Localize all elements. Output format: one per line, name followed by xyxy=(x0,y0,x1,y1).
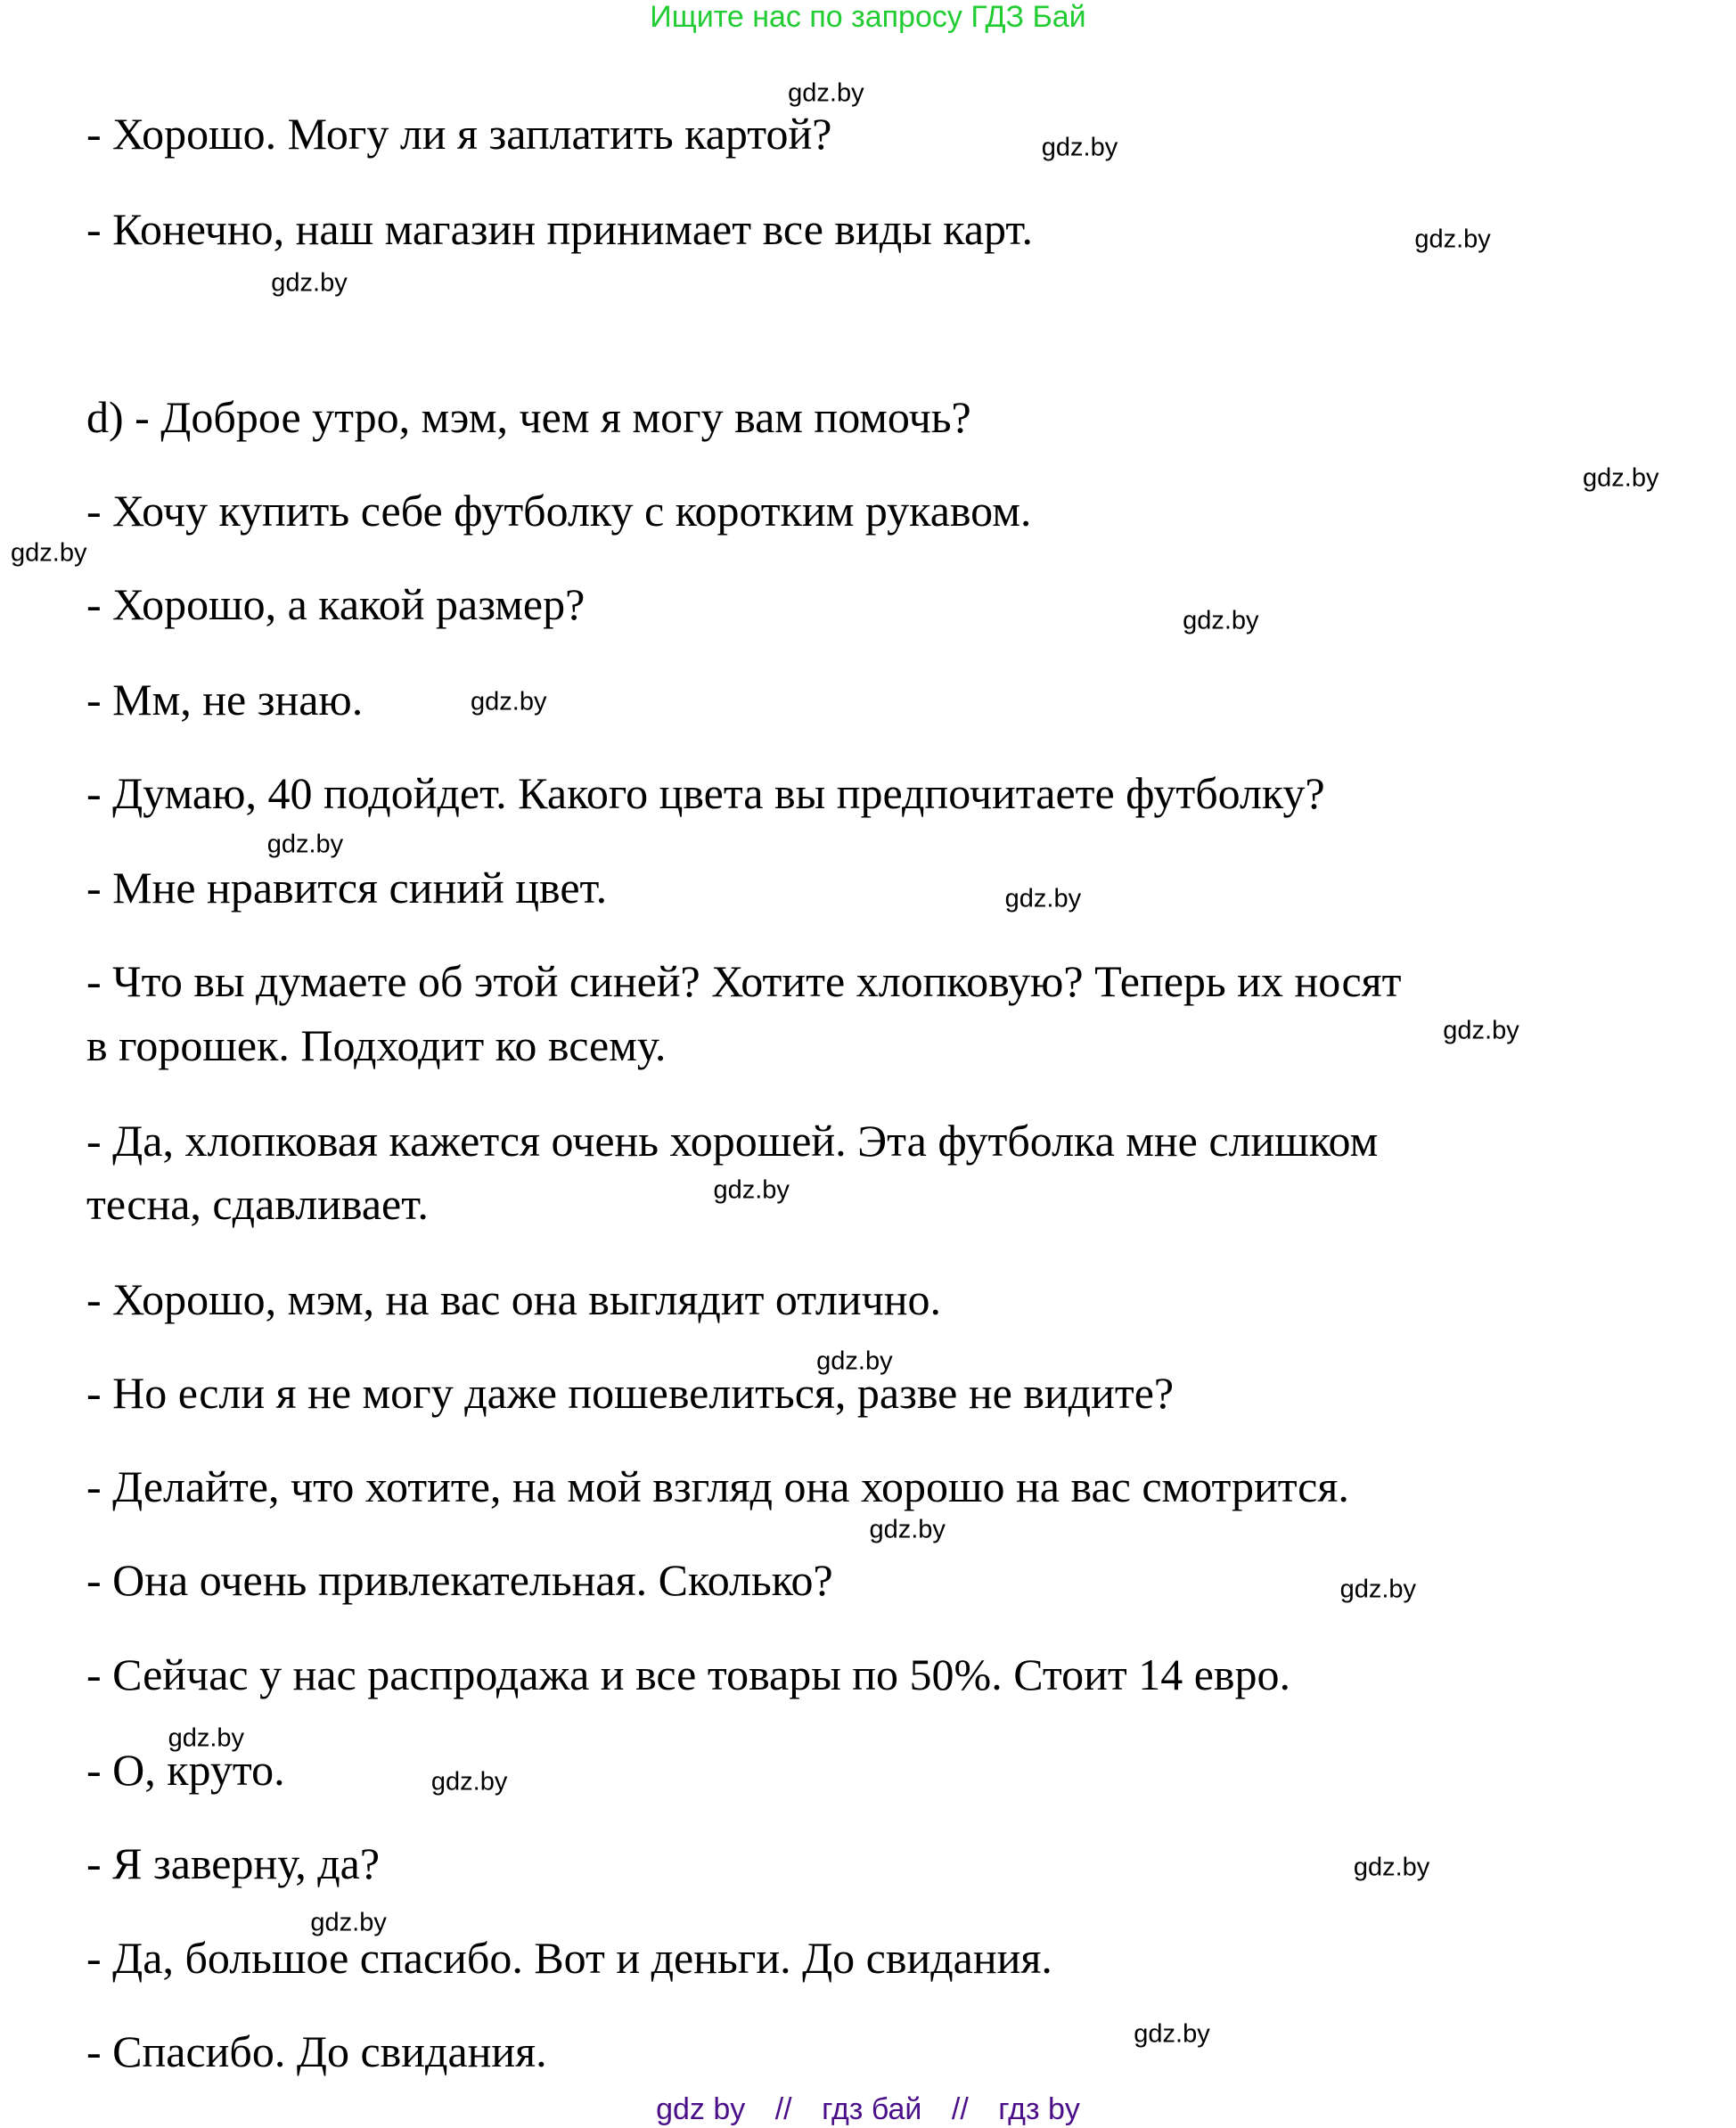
dialogue-line: - Хочу купить себе футболку с коротким рукавом. xyxy=(86,486,1032,536)
watermark: gdz.by xyxy=(266,830,344,859)
footer-link-gdz-bay[interactable]: гдз бай xyxy=(822,2092,922,2126)
watermark: gdz.by xyxy=(816,1346,893,1376)
watermark: gdz.by xyxy=(788,78,864,108)
dialogue-line: - Хорошо. Могу ли я заплатить картой? xyxy=(86,109,832,160)
dialogue-line: - Спасибо. До свидания. xyxy=(86,2026,547,2077)
dialogue-line: - Делайте, что хотите, на мой взгляд она хорошо на вас смотрится. xyxy=(86,1461,1349,1511)
dialogue-line: d) - Доброе утро, мэм, чем я могу вам помочь? xyxy=(86,392,971,443)
watermark: gdz.by xyxy=(310,1908,387,1937)
dialogue-line: - Мм, не знаю. xyxy=(86,674,364,724)
dialogue-line: - Она очень привлекательная. Сколько? xyxy=(86,1554,833,1605)
watermark: gdz.by xyxy=(1353,1853,1430,1882)
watermark: gdz.by xyxy=(430,1767,508,1797)
watermark: gdz.by xyxy=(1443,1016,1519,1045)
dialogue-line: - Да, большое спасибо. Вот и деньги. До свидания. xyxy=(86,1933,1052,1984)
watermark: gdz.by xyxy=(1414,225,1491,254)
watermark: gdz.by xyxy=(471,687,547,716)
dialogue-line: - Хорошо, мэм, на вас она выглядит отлично. xyxy=(86,1273,941,1324)
dialogue-line: в горошек. Подходит ко всему. xyxy=(86,1019,667,1070)
watermark: gdz.by xyxy=(271,268,348,298)
dialogue-line: - Но если я не могу даже пошевелиться, разве не видите? xyxy=(86,1367,1175,1418)
dialogue-line: - Думаю, 40 подойдет. Какого цвета вы предпочитаете футболку? xyxy=(86,767,1325,818)
dialogue-line: - Хорошо, а какой размер? xyxy=(86,579,585,630)
dialogue-line: - Мне нравится синий цвет. xyxy=(86,863,608,913)
footer-separator: // xyxy=(951,2092,969,2126)
dialogue-line: - Да, хлопковая кажется очень хорошей. Эта футболка мне слишком xyxy=(86,1115,1379,1166)
footer-links xyxy=(0,2092,1736,2127)
watermark: gdz.by xyxy=(11,538,87,568)
watermark: gdz.by xyxy=(1134,2019,1210,2049)
dialogue-line: - Что вы думаете об этой синей? Хотите хлопковую? Теперь их носят xyxy=(86,956,1402,1007)
watermark: gdz.by xyxy=(1041,133,1118,162)
footer-link-gdz-by-cyr[interactable]: гдз by xyxy=(998,2092,1080,2126)
footer-separator: // xyxy=(774,2092,792,2126)
watermark: gdz.by xyxy=(168,1723,245,1753)
search-hint-banner: Ищите нас по запросу ГДЗ Бай xyxy=(650,0,1086,34)
watermark: gdz.by xyxy=(1004,884,1082,913)
dialogue-line: - Конечно, наш магазин принимает все виды карт. xyxy=(86,203,1033,254)
watermark: gdz.by xyxy=(1183,606,1259,635)
dialogue-line: - О, круто. xyxy=(86,1744,285,1795)
dialogue-line: - Сейчас у нас распродажа и все товары по 50%. Стоит 14 евро. xyxy=(86,1649,1291,1700)
dialogue-line: тесна, сдавливает. xyxy=(86,1179,429,1230)
watermark: gdz.by xyxy=(1339,1575,1417,1604)
watermark: gdz.by xyxy=(1583,463,1659,493)
footer-link-gdz-by[interactable]: gdz by xyxy=(656,2092,746,2126)
watermark: gdz.by xyxy=(869,1515,946,1544)
watermark: gdz.by xyxy=(713,1175,790,1205)
dialogue-line: - Я заверну, да? xyxy=(86,1837,381,1888)
